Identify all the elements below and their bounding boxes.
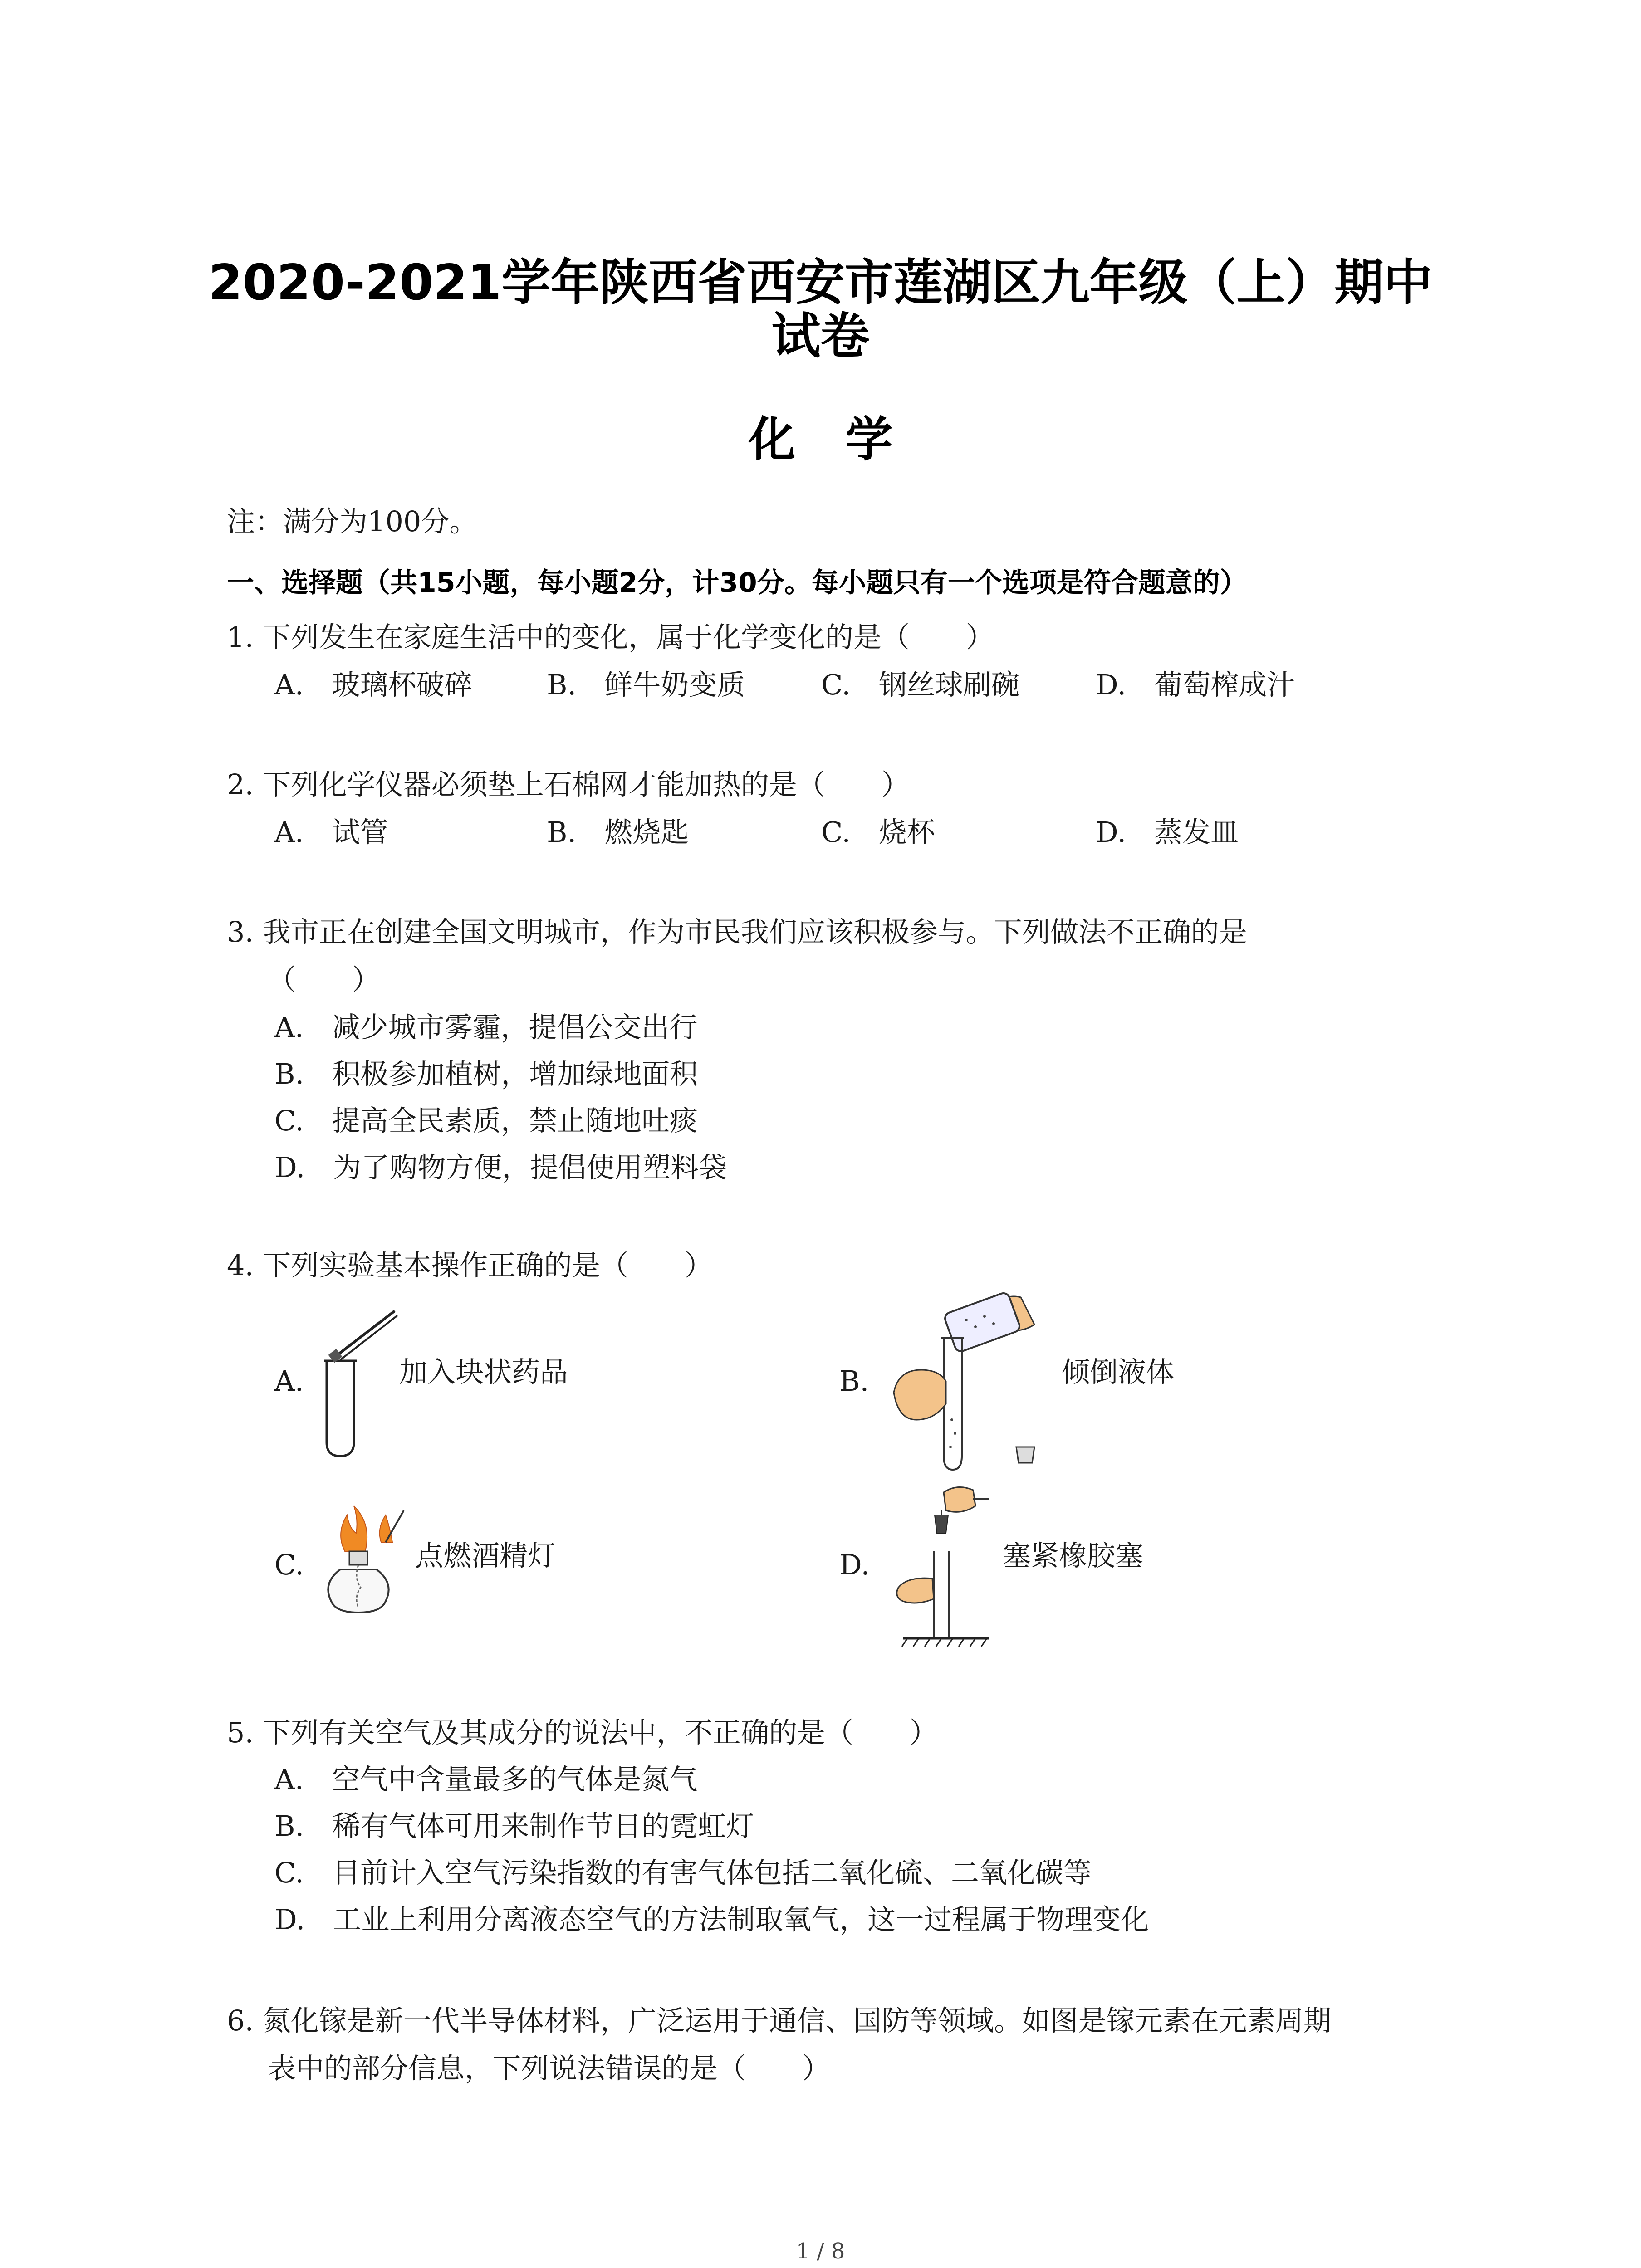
question-5-option-d: D. 工业上利用分离液态空气的方法制取氧气，这一过程属于物理变化 [274,1903,1149,1936]
question-3-stem: 3. 我市正在创建全国文明城市，作为市民我们应该积极参与。下列做法不正确的是 [227,915,1247,948]
question-4-stem: 4. 下列实验基本操作正确的是（ ） [227,1249,713,1282]
page-number: 1 / 8 [796,2239,845,2264]
title-line-1: 2020-2021学年陕西省西安市莲湖区九年级（上）期中 [208,254,1433,311]
question-1-option-d: D. 葡萄榨成汁 [1096,668,1295,701]
question-4-option-c-letter: C. [274,1548,304,1581]
question-5-option-c: C. 目前计入空气污染指数的有害气体包括二氧化硫、二氧化碳等 [274,1856,1092,1889]
title-line-2: 试卷 [771,308,870,365]
question-1-option-c: C. 钢丝球刷碗 [821,668,1019,701]
test-tube-forceps-figure [309,1306,408,1461]
question-4-option-a-label: 加入块状药品 [399,1355,568,1388]
question-5-stem: 5. 下列有关空气及其成分的说法中，不正确的是（ ） [227,1716,938,1749]
question-6-stem-continued: 表中的部分信息，下列说法错误的是（ ） [268,2052,831,2085]
question-5-option-b: B. 稀有气体可用来制作节日的霓虹灯 [274,1809,754,1843]
question-2-option-c: C. 烧杯 [821,816,935,849]
question-3-option-d: D. 为了购物方便，提倡使用塑料袋 [274,1151,727,1184]
question-3-option-b: B. 积极参加植树，增加绿地面积 [274,1057,698,1090]
pouring-liquid-figure [885,1284,1066,1479]
question-4-option-b-letter: B. [839,1364,869,1398]
question-2-option-a: A. 试管 [274,816,388,849]
question-5-option-a: A. 空气中含量最多的气体是氮气 [274,1763,698,1796]
question-2-stem: 2. 下列化学仪器必须垫上石棉网才能加热的是（ ） [227,768,910,801]
question-1-stem: 1. 下列发生在家庭生活中的变化，属于化学变化的是（ ） [227,621,994,654]
question-2-option-d: D. 蒸发皿 [1096,816,1239,849]
question-3-option-c: C. 提高全民素质，禁止随地吐痰 [274,1104,698,1137]
section-heading: 一、选择题（共15小题，每小题2分，计30分。每小题只有一个选项是符合题意的） [227,567,1247,599]
question-4-option-c-label: 点燃酒精灯 [415,1539,556,1572]
lighting-alcohol-lamp-figure [313,1497,413,1624]
question-3-stem-continued: （ ） [268,963,381,996]
question-4-option-d-label: 塞紧橡胶塞 [1003,1539,1144,1572]
question-4-option-a-letter: A. [274,1364,304,1398]
question-1-option-a: A. 玻璃杯破碎 [274,668,473,701]
inserting-stopper-figure [889,1474,998,1656]
question-2-option-b: B. 燃烧匙 [547,816,689,849]
question-6-stem: 6. 氮化镓是新一代半导体材料，广泛运用于通信、国防等领域。如图是镓元素在元素周期 [227,2004,1332,2037]
question-3-option-a: A. 减少城市雾霾，提倡公交出行 [274,1011,698,1044]
subject-heading: 化学 [748,412,943,467]
question-4-option-b-label: 倾倒液体 [1062,1355,1175,1388]
question-1-option-b: B. 鲜牛奶变质 [547,668,745,701]
question-4-option-d-letter: D. [839,1548,870,1581]
note: 注：满分为100分。 [227,505,478,538]
